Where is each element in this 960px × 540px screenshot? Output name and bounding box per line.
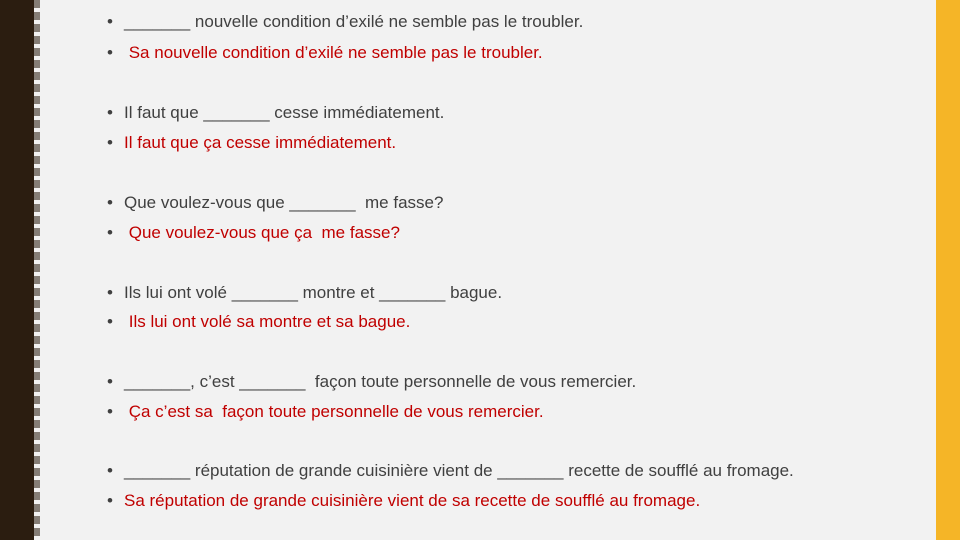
question-line-5 [107, 372, 636, 392]
bullet-icon: • [107, 43, 113, 62]
bullet-icon: • [107, 193, 113, 212]
answer-text: Sa nouvelle condition d’exilé ne semble pas le troubler. [124, 43, 543, 62]
answer-line-5 [107, 402, 544, 422]
bullet-icon: • [107, 491, 113, 510]
answer-line-4 [107, 312, 410, 332]
bullet-icon: • [107, 133, 113, 152]
bullet-icon: • [107, 12, 113, 31]
bullet-icon: • [107, 312, 113, 331]
bullet-icon: • [107, 223, 113, 242]
bullet-icon: • [107, 103, 113, 122]
answer-text: Il faut que ça cesse immédiatement. [124, 133, 397, 152]
right-accent-bar [936, 0, 960, 540]
bullet-icon: • [107, 402, 113, 421]
bullet-icon: • [107, 283, 113, 302]
question-text: _______, c’est _______ façon toute personnelle de vous remercier. [124, 372, 637, 391]
answer-text: Sa réputation de grande cuisinière vient de sa recette de soufflé au fromage. [124, 491, 701, 510]
question-line-3 [107, 193, 443, 213]
answer-line-6 [107, 491, 700, 511]
question-line-2 [107, 103, 444, 123]
answer-text: Que voulez-vous que ça me fasse? [124, 223, 400, 242]
answer-line-3 [107, 223, 400, 243]
answer-line-2 [107, 133, 396, 153]
question-line-1 [107, 12, 583, 32]
left-decorative-bar [0, 0, 34, 540]
bullet-icon: • [107, 461, 113, 480]
question-line-6 [107, 461, 794, 481]
question-text: Il faut que _______ cesse immédiatement. [124, 103, 445, 122]
question-text: _______ nouvelle condition d’exilé ne semble pas le troubler. [124, 12, 584, 31]
answer-text: Ça c’est sa façon toute personnelle de vous remercier. [124, 402, 544, 421]
answer-text: Ils lui ont volé sa montre et sa bague. [124, 312, 411, 331]
question-text: Que voulez-vous que _______ me fasse? [124, 193, 444, 212]
answer-line-1 [107, 43, 543, 63]
question-text: _______ réputation de grande cuisinière vient de _______ recette de soufflé au fromage. [124, 461, 794, 480]
bullet-icon: • [107, 372, 113, 391]
question-line-4 [107, 283, 502, 303]
question-text: Ils lui ont volé _______ montre et _______ bague. [124, 283, 503, 302]
